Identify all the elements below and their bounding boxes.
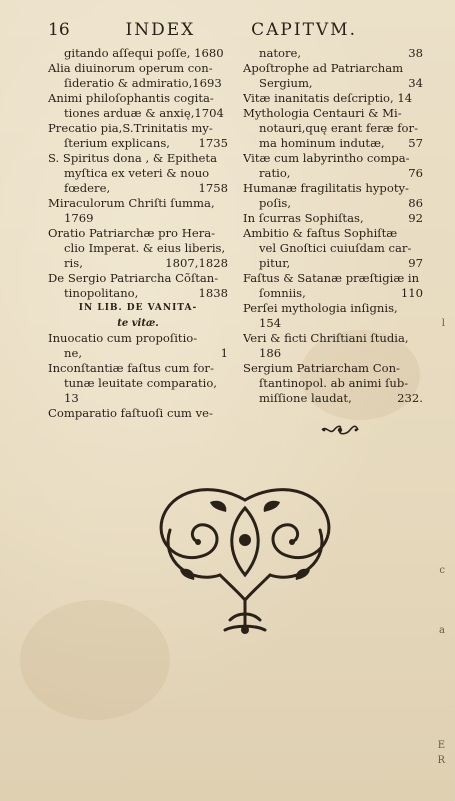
index-entry-line (48, 391, 228, 406)
entry-text: Veri & ficti Chriſtiani ſtudia, (243, 331, 409, 345)
paper-stain (20, 600, 170, 720)
entry-text: 13 (64, 391, 79, 405)
entry-text: Sergium Patriarcham Con- (243, 361, 400, 375)
tailpiece-ornament-icon (318, 423, 362, 437)
entry-text: fœdere, (64, 181, 111, 195)
entry-text: Apoſtrophe ad Patriarcham (243, 61, 404, 75)
entry-text: In ſcurras Sophiſtas, (243, 211, 364, 225)
edge-mark: E (437, 740, 445, 751)
entry-text: ſterium explicans, (64, 136, 170, 150)
index-entry-line (243, 391, 423, 406)
index-entry-line (243, 346, 423, 361)
entry-text: Precatio pia,S.Trinitatis my- (48, 121, 213, 135)
index-entry-line (243, 211, 423, 226)
floral-scroll-ornament-icon (150, 480, 340, 640)
entry-page-number: 38 (408, 46, 423, 60)
entry-page-number: 76 (408, 166, 423, 180)
section-heading: IN LIB. DE VANITA- (78, 303, 198, 313)
entry-text: gitando aſſequi poſſe, 1680 (64, 46, 224, 60)
entry-text: notauri,quę erant feræ for- (259, 121, 418, 135)
entry-text: Inconſtantiæ faſtus cum for- (48, 361, 214, 375)
header-title-word-2: CAPITVM. (251, 20, 357, 40)
index-entry-line (48, 121, 228, 136)
entry-text: ſideratio & admiratio,1693 (64, 76, 222, 90)
index-entry-line (48, 166, 228, 181)
entry-page-number: 1838 (198, 286, 228, 300)
entry-page-number: 1807,1828 (165, 256, 228, 270)
entry-page-number: 1 (220, 346, 228, 360)
entry-text: Oratio Patriarchæ pro Hera- (48, 226, 216, 240)
entry-text: myſtica ex veteri & nouo (64, 166, 210, 180)
entry-text: S. Spiritus dona , & Epitheta (48, 151, 217, 165)
index-entry-line (48, 136, 228, 151)
index-entry-line (243, 166, 423, 181)
entry-text: poſis, (259, 196, 292, 210)
index-entry-line (48, 376, 228, 391)
entry-text: pitur, (259, 256, 291, 270)
header-title-word-1: INDEX (125, 20, 196, 40)
left-column (48, 46, 228, 421)
index-entry-line (243, 136, 423, 151)
index-entry-line (243, 106, 423, 121)
index-entry-line (48, 346, 228, 361)
entry-text: Inuocatio cum propoſitio- (48, 331, 198, 345)
index-entry-line (243, 181, 423, 196)
index-entry-line (243, 61, 423, 76)
index-entry-line (243, 331, 423, 346)
index-entry-line (243, 241, 423, 256)
entry-text: tunæ leuitate comparatio, (64, 376, 217, 390)
index-entry-line (243, 91, 423, 106)
index-entry-line (243, 151, 423, 166)
index-entry-line (48, 61, 228, 76)
index-entry-line (243, 376, 423, 391)
entry-text: ris, (64, 256, 83, 270)
index-entry-line (243, 46, 423, 61)
index-entry-line (243, 301, 423, 316)
entry-text: Ambitio & faſtus Sophiſtæ (243, 226, 398, 240)
entry-page-number: 232. (397, 391, 423, 405)
entry-text: vel Gnoſtici cuiuſdam car- (259, 241, 412, 255)
index-entry-line (48, 196, 228, 211)
index-entry-line (48, 271, 228, 286)
index-entry-line (243, 226, 423, 241)
index-entry-line (243, 196, 423, 211)
edge-mark: l (441, 318, 445, 329)
index-entry-line (48, 211, 228, 226)
index-entry-line (48, 181, 228, 196)
index-entry-line (243, 316, 423, 331)
index-entry-line (48, 286, 228, 301)
index-entry-line (243, 286, 423, 301)
index-entry-line (48, 406, 228, 421)
entry-text: Mythologia Centauri & Mi- (243, 106, 402, 120)
entry-page-number: 97 (408, 256, 423, 270)
entry-text: tinopolitano, (64, 286, 139, 300)
page-number: 16 (48, 20, 70, 40)
index-entry-line (48, 46, 228, 61)
index-entry-line (48, 331, 228, 346)
entry-text: ſtantinopol. ab animi ſub- (259, 376, 409, 390)
edge-mark: c (439, 565, 445, 576)
entry-text: Sergium, (259, 76, 313, 90)
entry-page-number: 1735 (198, 136, 228, 150)
entry-text: ne, (64, 346, 83, 360)
entry-text: natore, (259, 46, 302, 60)
entry-text: ratio, (259, 166, 291, 180)
index-entry-line (243, 76, 423, 91)
section-heading-subtitle: te vitæ. (117, 318, 159, 329)
entry-text: Miraculorum Chriſti ſumma, (48, 196, 215, 210)
entry-text: Vitæ inanitatis deſcriptio, 14 (243, 91, 413, 105)
entry-text: 186 (259, 346, 282, 360)
entry-text: Animi philoſophantis cogita- (48, 91, 214, 105)
entry-text: Comparatio faſtuoſi cum ve- (48, 406, 213, 420)
index-entry-line (48, 241, 228, 256)
entry-text: Perſei mythologia inſignis, (243, 301, 398, 315)
entry-page-number: 110 (400, 286, 423, 300)
entry-text: De Sergio Patriarcha Cõſtan- (48, 271, 219, 285)
entry-text: Humanæ fragilitatis hypoty- (243, 181, 409, 195)
index-entry-line (243, 361, 423, 376)
index-entry-line (48, 151, 228, 166)
entry-text: 154 (259, 316, 282, 330)
entry-page-number: 57 (408, 136, 423, 150)
entry-page-number: 92 (408, 211, 423, 225)
index-entry-line (48, 106, 228, 121)
entry-text: Vitæ cum labyrintho compa- (243, 151, 410, 165)
edge-mark: a (439, 625, 445, 636)
entry-text: tiones arduæ & anxię,1704 (64, 106, 224, 120)
entry-page-number: 86 (408, 196, 423, 210)
index-entry-line (48, 226, 228, 241)
entry-text: Alia diuinorum operum con- (48, 61, 213, 75)
entry-text: Faſtus & Satanæ præſtigiæ in (243, 271, 420, 285)
index-entry-line (48, 256, 228, 271)
right-column (243, 46, 423, 406)
index-entry-line (243, 256, 423, 271)
running-header (48, 20, 357, 42)
entry-text: miſſione laudat, (259, 391, 352, 405)
entry-text: clio Imperat. & eius liberis, (64, 241, 226, 255)
index-entry-line (48, 91, 228, 106)
entry-text: ma hominum indutæ, (259, 136, 385, 150)
entry-page-number: 1758 (198, 181, 228, 195)
entry-page-number: 34 (408, 76, 423, 90)
index-entry-line (48, 361, 228, 376)
index-entry-line (243, 271, 423, 286)
entry-text: ſomniis, (259, 286, 306, 300)
entry-text: 1769 (64, 211, 94, 225)
index-entry-line (48, 76, 228, 91)
index-entry-line (243, 121, 423, 136)
edge-mark: R (437, 755, 445, 766)
